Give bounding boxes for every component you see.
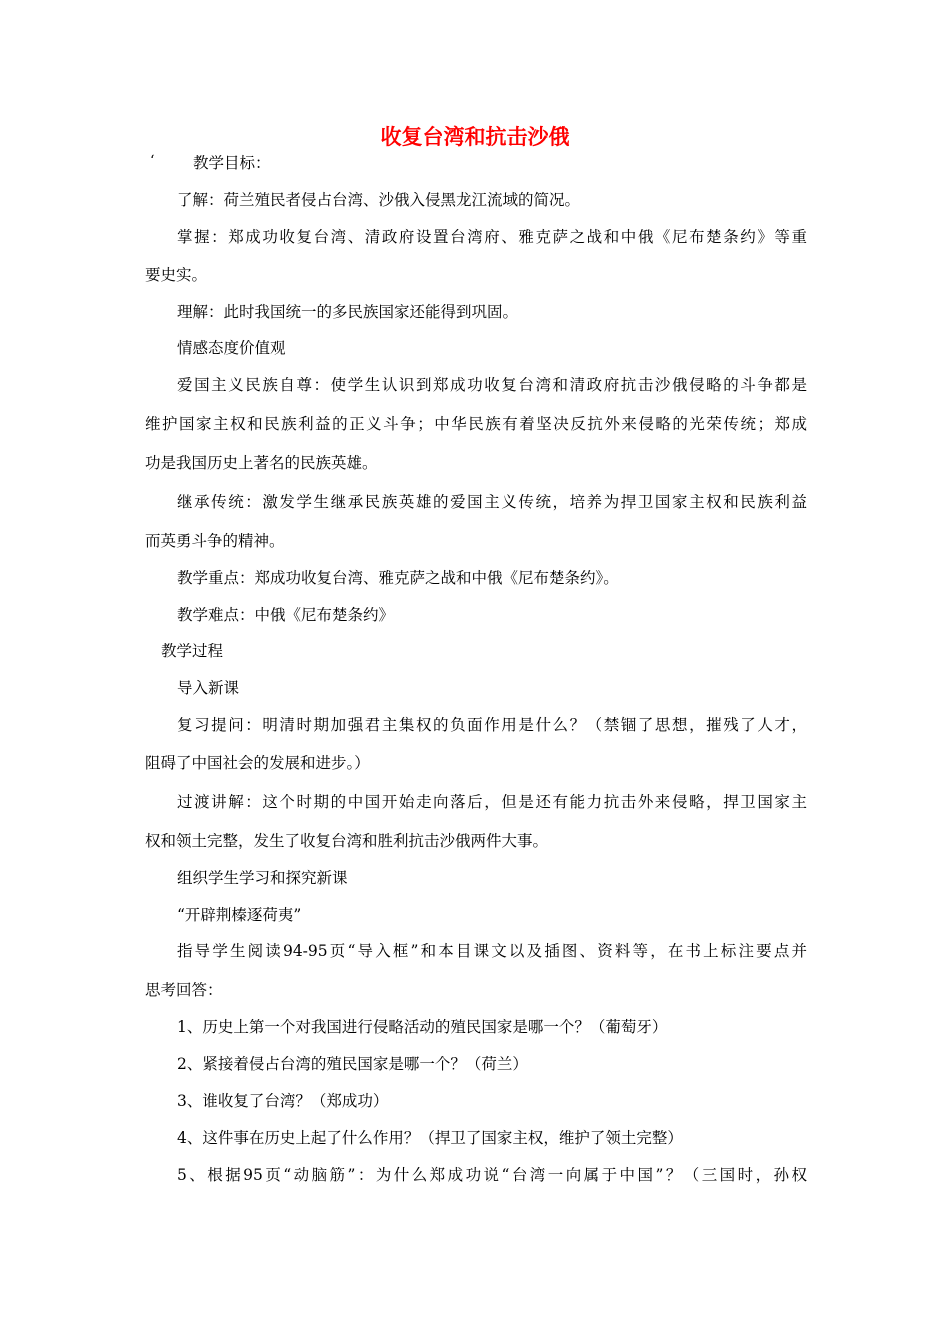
stray-mark: ‘ xyxy=(150,153,155,169)
text-line: 1、历史上第一个对我国进行侵略活动的殖民国家是哪一个？（葡萄牙） xyxy=(177,1018,668,1036)
text-line: 阻碍了中国社会的发展和进步。） xyxy=(145,754,370,772)
text-line: 导入新课 xyxy=(177,679,240,697)
text-line: 而英勇斗争的精神。 xyxy=(145,532,285,550)
text-line: 要史实。 xyxy=(145,266,208,284)
text-line-teaching-goals: 教学目标： xyxy=(193,154,271,172)
text-line: 爱国主义民族自尊：使学生认识到郑成功收复台湾和清政府抗击沙俄侵略的斗争都是 xyxy=(177,376,807,394)
text-line: 思考回答： xyxy=(145,981,223,999)
text-line: 教学重点：郑成功收复台湾、雅克萨之战和中俄《尼布楚条约》。 xyxy=(177,569,619,587)
text-line: 复习提问：明清时期加强君主集权的负面作用是什么？（禁锢了思想，摧残了人才， xyxy=(177,716,807,734)
text-line: 理解：此时我国统一的多民族国家还能得到巩固。 xyxy=(177,303,519,321)
text-line: 继承传统：激发学生继承民族英雄的爱国主义传统，培养为捍卫国家主权和民族利益 xyxy=(177,493,807,511)
text-line: 4、这件事在历史上起了什么作用？（捍卫了国家主权，维护了领土完整） xyxy=(177,1129,683,1147)
text-line: 权和领土完整，发生了收复台湾和胜利抗击沙俄两件大事。 xyxy=(145,832,549,850)
text-line: 掌握：郑成功收复台湾、清政府设置台湾府、雅克萨之战和中俄《尼布楚条约》等重 xyxy=(177,228,807,246)
text-line: 功是我国历史上著名的民族英雄。 xyxy=(145,454,378,472)
text-line: 了解：荷兰殖民者侵占台湾、沙俄入侵黑龙江流域的简况。 xyxy=(177,191,581,209)
text-line: 组织学生学习和探究新课 xyxy=(177,869,348,887)
text-line: “开辟荆榛逐荷夷” xyxy=(177,906,302,924)
text-line: 情感态度价值观 xyxy=(177,339,286,357)
text-line: 过渡讲解：这个时期的中国开始走向落后，但是还有能力抗击外来侵略，捍卫国家主 xyxy=(177,793,807,811)
text-line: 5、根据95页“动脑筋”：为什么郑成功说“台湾一向属于中国”？（三国时，孙权 xyxy=(177,1166,807,1184)
text-line: 教学过程 xyxy=(161,642,224,660)
document-title: 收复台湾和抗击沙俄 xyxy=(380,125,570,149)
text-line: 2、紧接着侵占台湾的殖民国家是哪一个？（荷兰） xyxy=(177,1055,528,1073)
text-line: 指导学生阅读94-95页“导入框”和本目课文以及插图、资料等，在书上标注要点并 xyxy=(177,942,807,960)
text-line: 维护国家主权和民族利益的正义斗争；中华民族有着坚决反抗外来侵略的光荣传统；郑成 xyxy=(145,415,807,433)
text-line: 教学难点：中俄《尼布楚条约》 xyxy=(177,606,395,624)
text-line: 3、谁收复了台湾？（郑成功） xyxy=(177,1092,389,1110)
